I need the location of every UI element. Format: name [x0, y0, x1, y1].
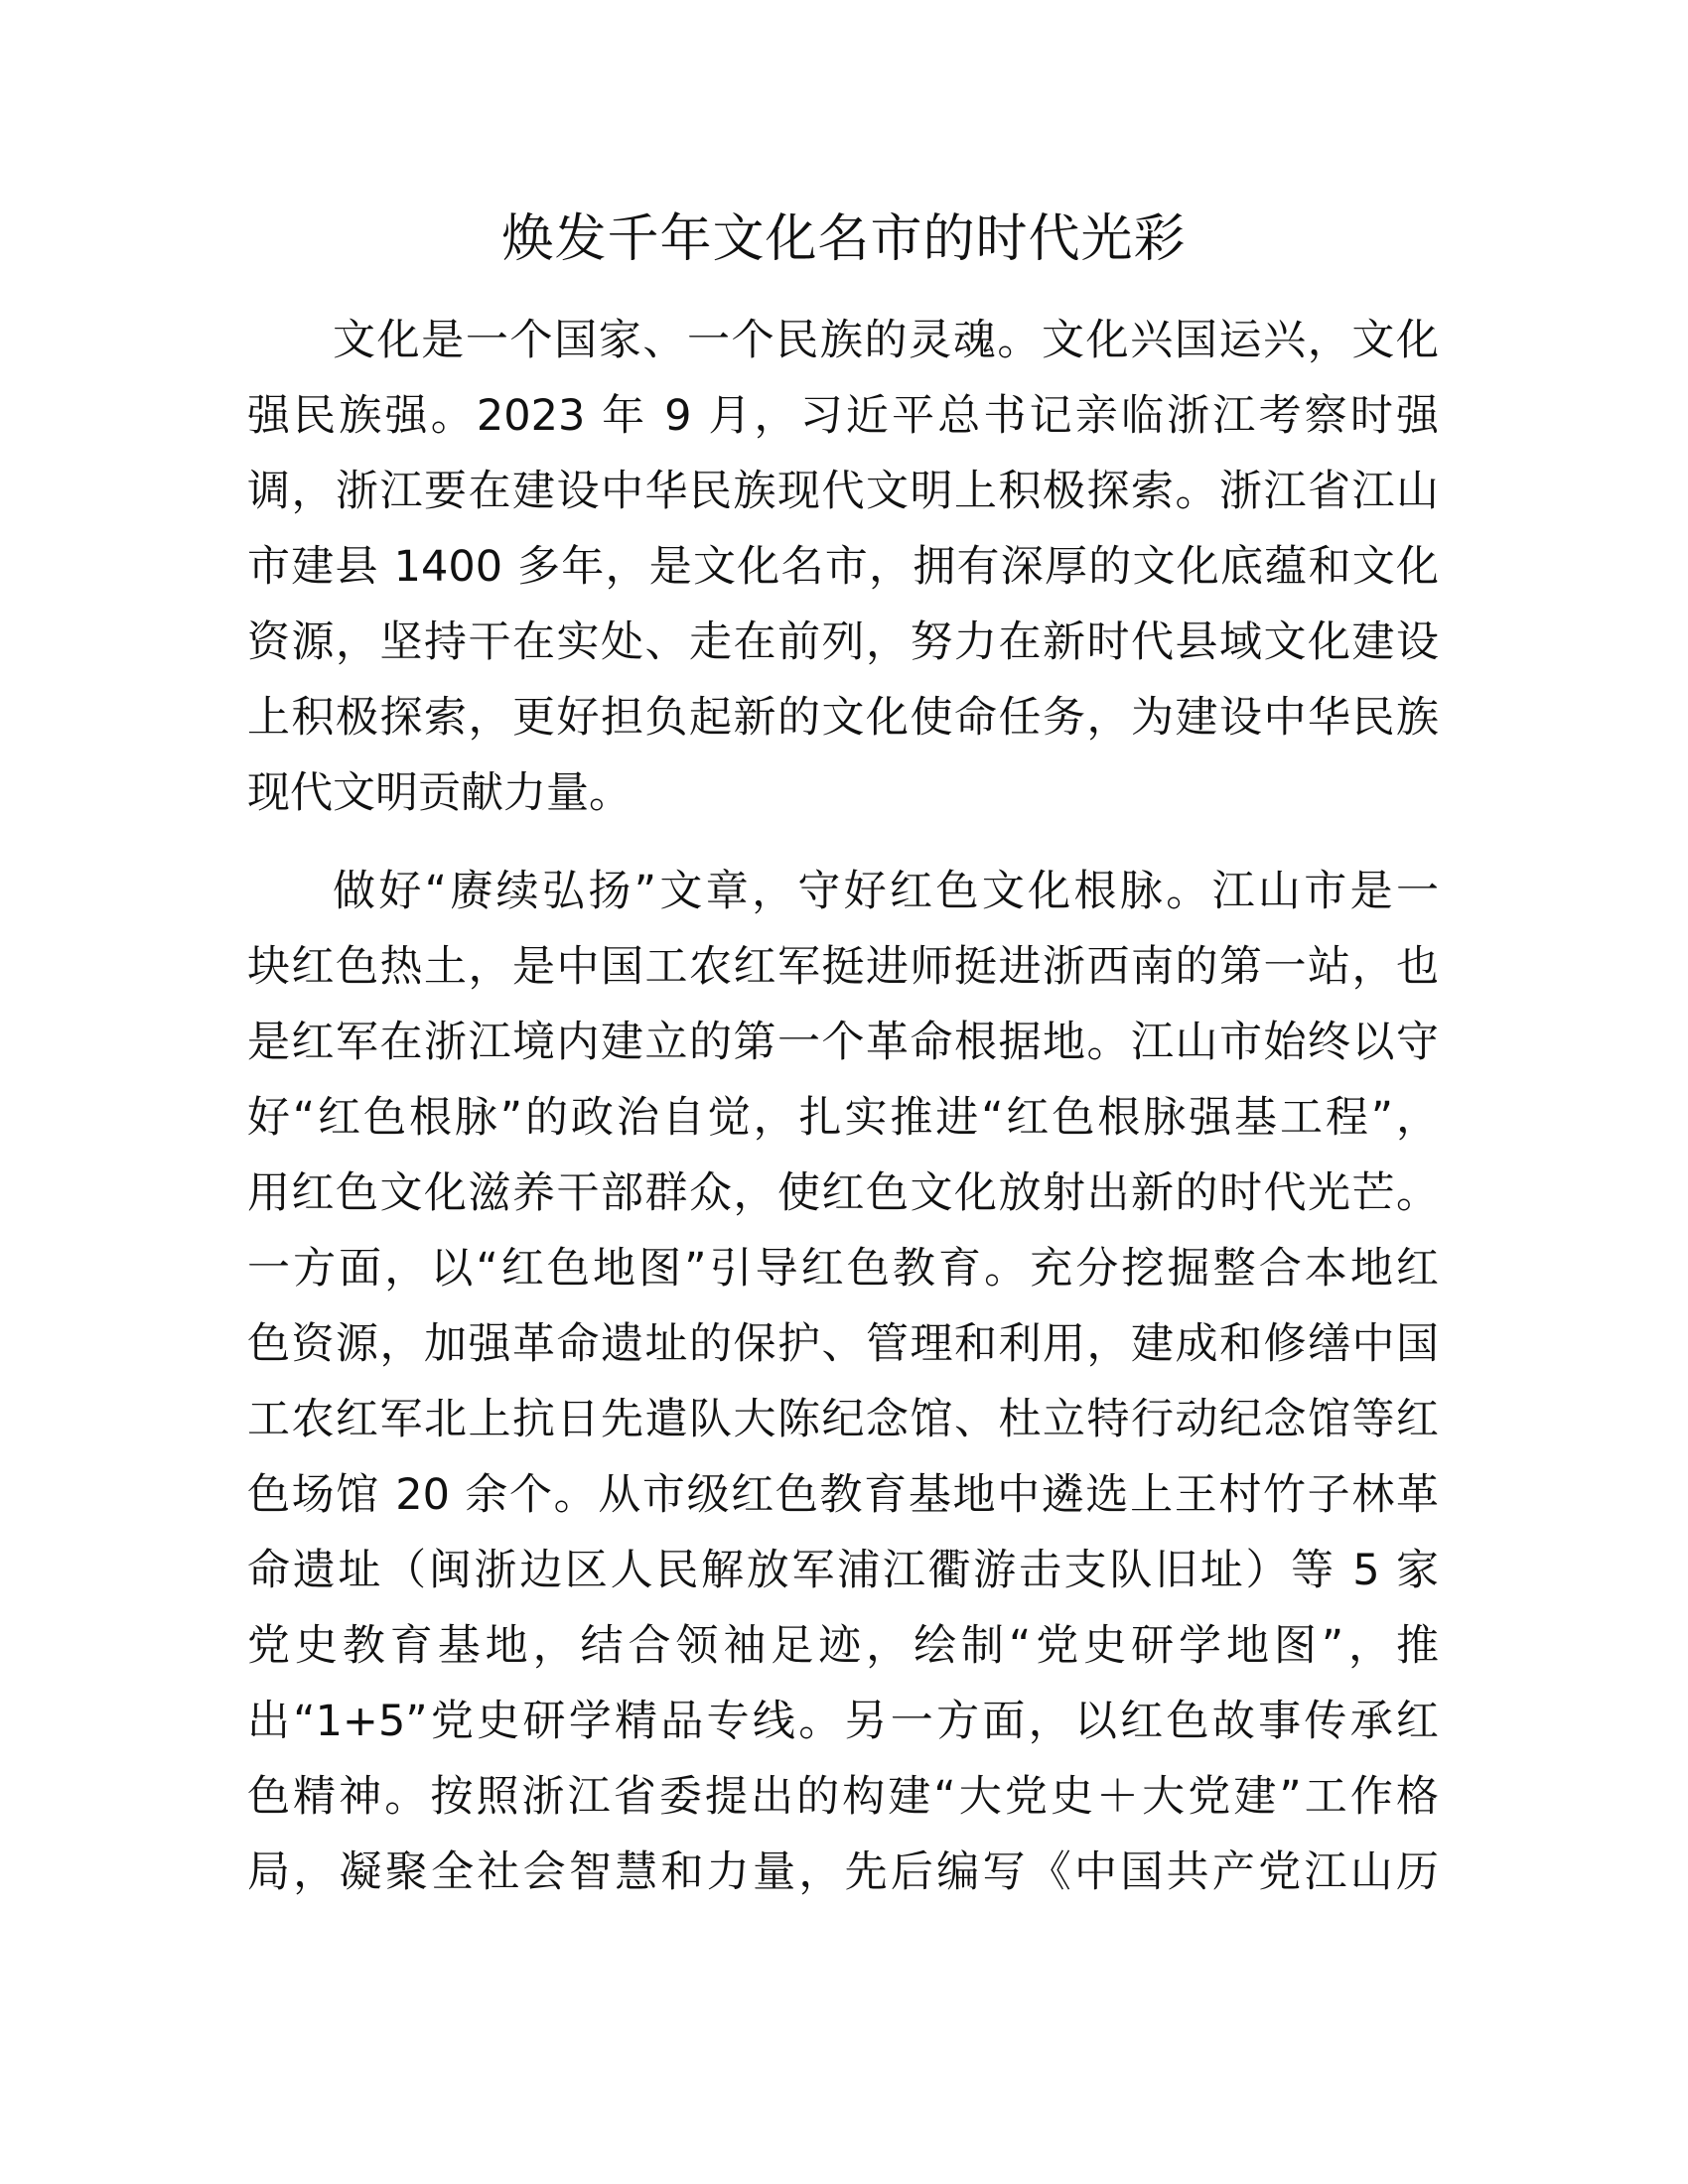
document-title: 焕发千年文化名市的时代光彩 — [501, 209, 1187, 269]
paragraph-2-line-1: 做好“赓续弘扬”文章，守好红色文化根脉。江山市是一 — [333, 867, 1439, 916]
paragraph-1-line-1: 文化是一个国家、一个民族的灵魂。文化兴国运兴，文化 — [333, 316, 1439, 365]
paragraph-2-line-11: 党史教育基地，结合领袖足迹，绘制“党史研学地图”，推 — [247, 1621, 1439, 1671]
paragraph-1-line-6: 上积极探索，更好担负起新的文化使命任务，为建设中华民族 — [247, 693, 1439, 743]
paragraph-1-line-7: 现代文明贡献力量。 — [247, 768, 632, 818]
paragraph-1-line-5: 资源，坚持干在实处、走在前列，努力在新时代县域文化建设 — [247, 617, 1439, 667]
paragraph-2-line-8: 工农红军北上抗日先遣队大陈纪念馆、杜立特行动纪念馆等红 — [247, 1395, 1439, 1444]
paragraph-2-line-7: 色资源，加强革命遗址的保护、管理和利用，建成和修缮中国 — [247, 1319, 1439, 1369]
paragraph-1-line-2: 强民族强。2023 年 9 月，习近平总书记亲临浙江考察时强 — [247, 391, 1439, 441]
paragraph-2-line-13: 色精神。按照浙江省委提出的构建“大党史＋大党建”工作格 — [247, 1772, 1439, 1822]
paragraph-2-line-3: 是红军在浙江境内建立的第一个革命根据地。江山市始终以守 — [247, 1018, 1439, 1067]
paragraph-2-line-4: 好“红色根脉”的政治自觉，扎实推进“红色根脉强基工程”， — [247, 1093, 1439, 1143]
paragraph-1-line-4: 市建县 1400 多年，是文化名市，拥有深厚的文化底蕴和文化 — [247, 542, 1439, 592]
paragraph-1-line-3: 调，浙江要在建设中华民族现代文明上积极探索。浙江省江山 — [247, 467, 1439, 516]
paragraph-2-line-6: 一方面，以“红色地图”引导红色教育。充分挖掘整合本地红 — [247, 1244, 1439, 1294]
paragraph-2-line-9: 色场馆 20 余个。从市级红色教育基地中遴选上王村竹子林革 — [247, 1470, 1439, 1520]
paragraph-2-line-14: 局，凝聚全社会智慧和力量，先后编写《中国共产党江山历 — [247, 1847, 1439, 1897]
paragraph-2-line-12: 出“1+5”党史研学精品专线。另一方面，以红色故事传承红 — [247, 1697, 1439, 1746]
paragraph-2-line-2: 块红色热土，是中国工农红军挺进师挺进浙西南的第一站，也 — [247, 942, 1439, 992]
paragraph-2-line-10: 命遗址（闽浙边区人民解放军浦江衢游击支队旧址）等 5 家 — [247, 1546, 1439, 1595]
paragraph-2-line-5: 用红色文化滋养干部群众，使红色文化放射出新的时代光芒。 — [247, 1168, 1439, 1218]
